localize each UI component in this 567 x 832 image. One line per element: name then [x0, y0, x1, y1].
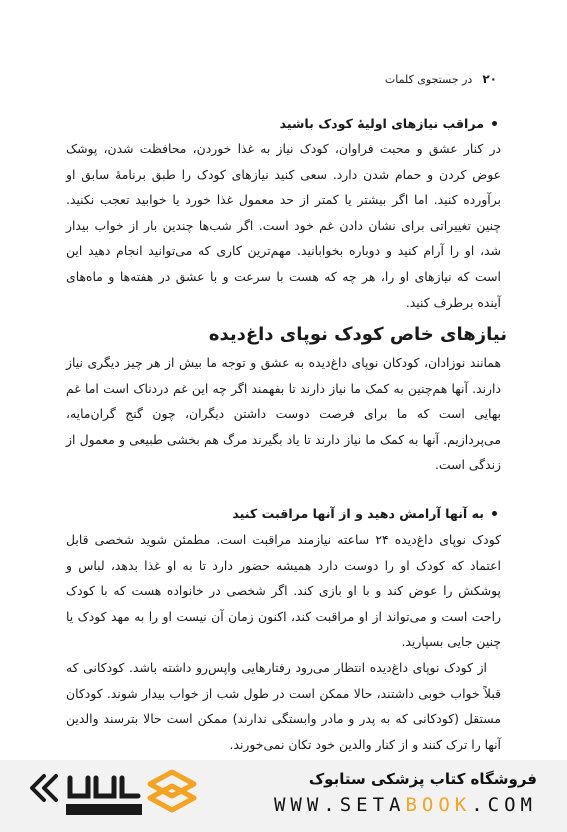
section3-heading	[66, 506, 501, 521]
page-number: ۲۰	[482, 72, 497, 86]
shop-url-part2: BOOK	[405, 794, 472, 816]
bullet-icon	[492, 511, 497, 516]
shop-name: فروشگاه کتاب پزشکی ستابوک	[308, 770, 537, 788]
shop-url-part3: .COM	[471, 794, 537, 816]
shop-url[interactable]	[274, 794, 537, 816]
section2-title: نیازهای خاص کودک نوپای داغ‌دیده	[208, 324, 507, 345]
running-title: در جستجوی کلمات	[384, 72, 473, 86]
footer-text	[274, 770, 537, 816]
section3-paragraph-1: کودک نوپای داغ‌دیده ۲۴ ساعته نیازمند مراقبت است. مطمئن شوید شخصی قابل اعتماد که کودک او را دوست دارد همیشه حضور دارد تا به او غذا بدهد، لباس و پوشکش را عوض کند و با او بازی کند. اگر شخصی در خانواده هست که با کودک راحت است و می‌تواند از او مراقبت کند، اکنون زمان آن نیست او را به مهد کودک یا چنین جایی بسپارید.	[66, 532, 501, 650]
shop-url-part1: WWW.SETA	[273, 794, 406, 816]
setabook-logo-icon	[22, 766, 202, 824]
setabook-logo	[22, 766, 202, 824]
section1-paragraph: در کنار عشق و محبت فراوان، کودک نیاز به غذا خوردن، محافظت شدن، پوشک عوض کردن و حمام شدن دارد. سعی کنید نیازهای کودک را طبق برنامهٔ سابق او برآورده کنید. اما اگر بیشتر یا کمتر از حد معمول غذا خورد یا خوابید تعجب نکنید. چنین تغییراتی برای نشان دادن غم خود است. اگر شب‌ها چندین بار از خواب بیدار شد، او را آرام کنید و دوباره بخوابانید. مهم‌ترین کاری که می‌توانید انجام دهید این است که نیازهای او را، هر چه که هست با سرعت و با عشق در هفته‌ها و ماه‌های آینده برطرف کنید.	[66, 141, 501, 310]
watermark-footer	[0, 760, 567, 832]
section3-heading-text: به آنها آرامش دهید و از آنها مراقبت کنید	[232, 506, 484, 521]
section2-paragraph: همانند نوزادان، کودکان نوپای داغ‌دیده به عشق و توجه ما بیش از هر چیز دیگری نیاز دارند. آنها هم‌چنین به کمک ما نیاز دارند تا بفهمند اگر چه این غم دردناک است اما غم بهایی است که ما برای فرصت دوست داشتن دیگران، چون گنج گران‌مایه، می‌پردازیم. آنها به کمک ما نیاز دارند تا یاد بگیرند مرگ هم بخشی طبیعی و معمول از زندگی است.	[66, 355, 501, 473]
section1-heading-text: مراقب نیازهای اولیهٔ کودک باشید	[279, 116, 484, 131]
section3-paragraph-2: از کودک نوپای داغ‌دیده انتظار می‌رود رفتارهایی واپس‌رو داشته باشد. کودکانی که قبلاً خواب خوبی داشتند، حالا ممکن است در طول شب از خواب بیدار شوند. کودکان مستقل (کودکانی که به پدر و مادر وابستگی ندارند) ممکن است حالا بترسند والدین آنها را ترک کنند و از کنار والدین خود تکان نمی‌خورند.	[66, 660, 501, 752]
bullet-icon	[492, 121, 497, 126]
section1-heading	[66, 116, 501, 131]
running-header	[70, 72, 497, 86]
